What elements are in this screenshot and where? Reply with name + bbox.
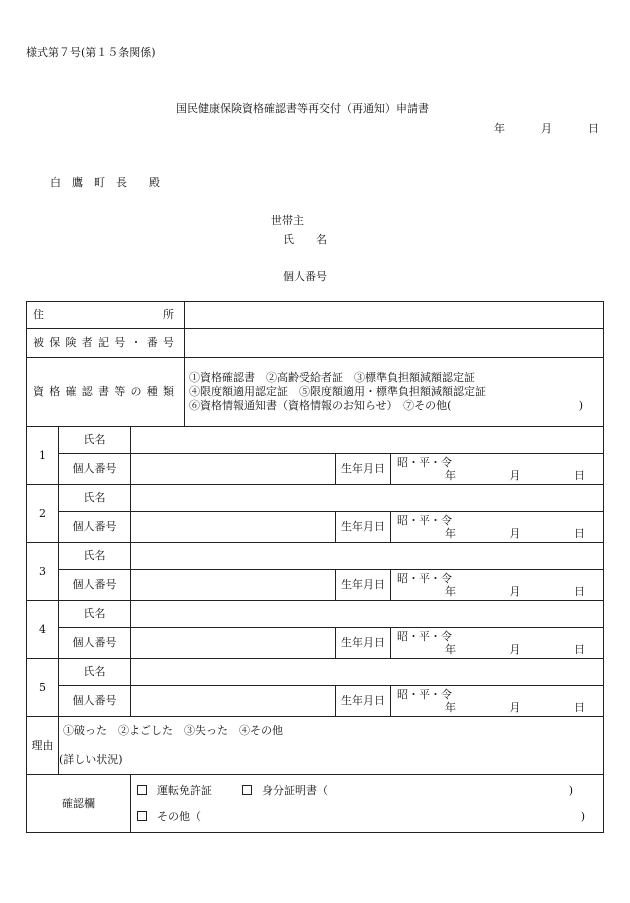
reason-options: ①破った ②よごした ③失った ④その他 <box>63 724 283 737</box>
person-name-label: 氏名 <box>59 601 131 628</box>
person-name-field[interactable] <box>131 485 604 512</box>
addressee: 白 鷹 町 長 殿 <box>50 176 160 189</box>
person-name-field[interactable] <box>131 601 604 628</box>
person-number: 3 <box>27 543 59 601</box>
checkbox-icon[interactable] <box>242 785 252 795</box>
cert-type-close: ) <box>578 399 583 412</box>
cert-type-label: 資 格 確 認 書 等 の 種 類 <box>27 358 185 427</box>
form-title: 国民健康保険資格確認書等再交付（再通知）申請書 <box>176 102 429 115</box>
cert-type-line-2: ④限度額適用認定証 ⑤限度額適用・標準負担額減額認定証 <box>189 385 486 398</box>
date-year: 年 <box>494 122 505 135</box>
applicant-my-number-label: 個人番号 <box>283 270 327 283</box>
form-number: 様式第７号(第１５条関係) <box>26 46 156 59</box>
person-number: 5 <box>27 659 59 717</box>
insured-symbol-label: 被 保 険 者 記 号 ・ 番 号 <box>27 329 185 358</box>
person-dob-field[interactable]: 昭・平・令 年 月 日 <box>391 628 604 659</box>
person-name-label: 氏名 <box>59 427 131 454</box>
person-my-number-field[interactable] <box>131 628 336 659</box>
person-my-number-label: 個人番号 <box>59 454 131 485</box>
person-dob-field[interactable]: 昭・平・令 年 月 日 <box>391 512 604 543</box>
person-number: 4 <box>27 601 59 659</box>
confirm-label: 確認欄 <box>27 775 131 833</box>
person-dob-field[interactable]: 昭・平・令 年 月 日 <box>391 686 604 717</box>
person-name-label: 氏名 <box>59 659 131 686</box>
person-my-number-label: 個人番号 <box>59 570 131 601</box>
reason-details-label: (詳しい状況) <box>59 753 123 767</box>
person-dob-label: 生年月日 <box>336 570 391 601</box>
person-name-field[interactable] <box>131 427 604 454</box>
reason-field[interactable] <box>59 717 604 775</box>
person-my-number-label: 個人番号 <box>59 628 131 659</box>
household-head-label: 世帯主 <box>271 214 304 227</box>
applicant-name-label: 氏 名 <box>283 233 327 246</box>
person-my-number-field[interactable] <box>131 686 336 717</box>
reason-label: 理由 <box>27 717 59 775</box>
person-my-number-field[interactable] <box>131 454 336 485</box>
application-table <box>26 301 604 833</box>
person-number: 2 <box>27 485 59 543</box>
other-option[interactable]: その他（ <box>137 810 201 823</box>
cert-type-options[interactable] <box>185 358 604 427</box>
person-dob-label: 生年月日 <box>336 512 391 543</box>
person-name-field[interactable] <box>131 543 604 570</box>
checkbox-icon[interactable] <box>137 811 147 821</box>
date-day: 日 <box>588 122 599 135</box>
person-number: 1 <box>27 427 59 485</box>
id-cert-option[interactable]: 身分証明書（ <box>242 784 328 797</box>
person-my-number-label: 個人番号 <box>59 512 131 543</box>
person-my-number-label: 個人番号 <box>59 686 131 717</box>
person-name-label: 氏名 <box>59 543 131 570</box>
person-my-number-field[interactable] <box>131 512 336 543</box>
checkbox-icon[interactable] <box>137 785 147 795</box>
address-label: 住 所 <box>27 302 185 329</box>
cert-type-line-1: ①資格確認書 ②高齢受給者証 ③標準負担額減額認定証 <box>189 371 475 384</box>
person-my-number-field[interactable] <box>131 570 336 601</box>
cert-type-line-3: ⑥資格情報通知書（資格情報のお知らせ） ⑦その他( <box>189 399 452 412</box>
confirm-field: 運転免許証 身分証明書（ ) その他（ ) <box>131 775 604 833</box>
person-name-label: 氏名 <box>59 485 131 512</box>
address-field[interactable] <box>185 302 604 329</box>
insured-symbol-field[interactable] <box>185 329 604 358</box>
person-dob-label: 生年月日 <box>336 686 391 717</box>
date-month: 月 <box>541 122 552 135</box>
license-option[interactable]: 運転免許証 <box>137 784 212 797</box>
person-name-field[interactable] <box>131 659 604 686</box>
person-dob-field[interactable]: 昭・平・令 年 月 日 <box>391 454 604 485</box>
person-dob-label: 生年月日 <box>336 454 391 485</box>
person-dob-field[interactable]: 昭・平・令 年 月 日 <box>391 570 604 601</box>
person-dob-label: 生年月日 <box>336 628 391 659</box>
